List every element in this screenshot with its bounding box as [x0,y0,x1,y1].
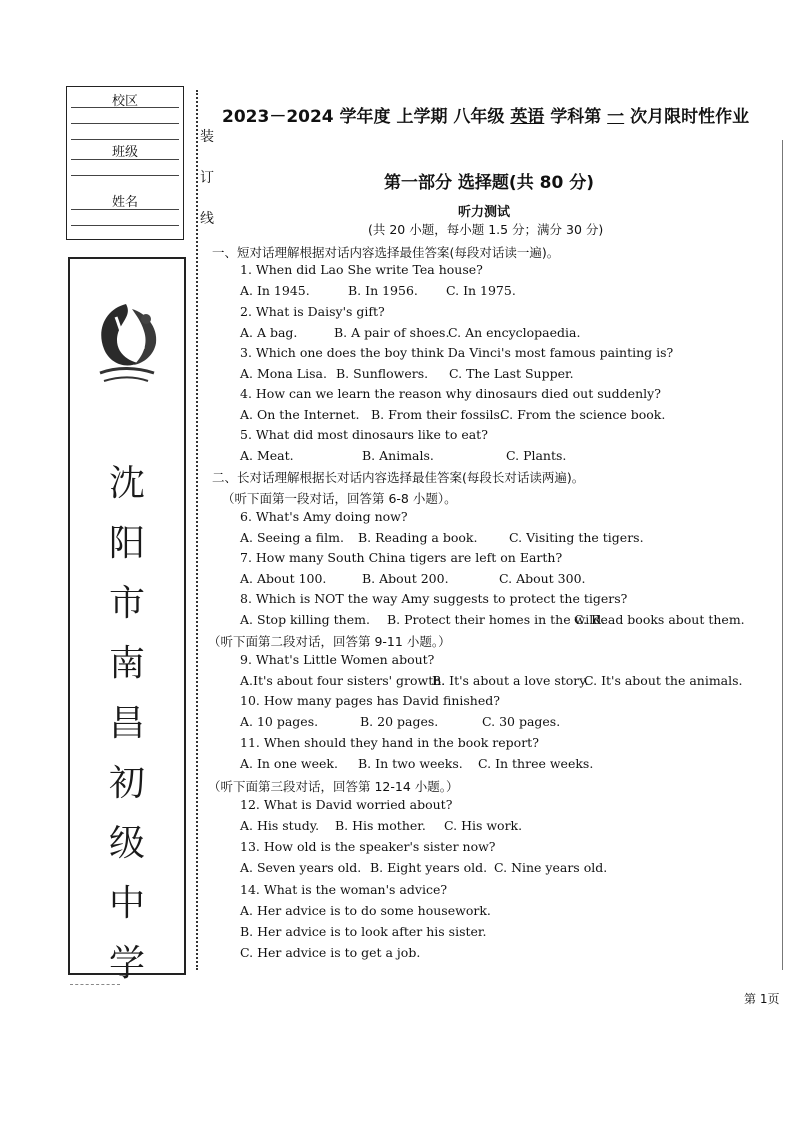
school-char: 阳 [108,523,145,564]
question-text: 3. Which one does the boy think Da Vinci's most famous painting is? [240,345,674,360]
listening-heading: 听力测试 [458,205,511,220]
divider [71,139,179,140]
school-char: 中 [108,883,145,924]
answer-option-b[interactable]: B. 20 pages. [360,714,439,729]
title-subject: 英语 [510,107,545,127]
answer-option-b[interactable]: B. It's about a love story. [432,673,589,688]
answer-option-c[interactable]: C. Plants. [506,448,567,463]
title-part: 2023－2024 学年度 上学期 八年级 [222,107,511,127]
answer-option-a[interactable]: A. On the Internet. [240,407,360,422]
answer-option-b[interactable]: B. Eight years old. [370,860,488,875]
question-text: 8. Which is NOT the way Amy suggests to protect the tigers? [240,591,628,606]
question-text: 7. How many South China tigers are left on Earth? [240,550,563,565]
answer-option-c[interactable]: C. In three weeks. [478,756,594,771]
school-char: 学 [108,943,145,984]
answer-option-b[interactable]: B. In two weeks. [358,756,463,771]
answer-option-c[interactable]: C. An encyclopaedia. [448,325,581,340]
part-heading: 二、长对话理解根据长对话内容选择最佳答案(每段长对话读两遍)。 [212,470,585,485]
answer-option-b[interactable]: B. In 1956. [348,283,418,298]
title-part: 次月限时性作业 [624,107,750,127]
page-number: 第 1页 [744,992,780,1006]
answer-option[interactable]: B. Her advice is to look after his sister. [240,924,487,939]
question-text: 11. When should they hand in the book report? [240,735,539,750]
answer-option-b[interactable]: B. From their fossils. [371,407,504,422]
title-number: 一 [607,107,625,127]
school-char: 南 [108,643,145,684]
binding-mark-3: 线 [200,211,214,227]
class-label: 班级 [111,145,138,160]
school-name-box [68,257,186,984]
answer-option-a[interactable]: A. 10 pages. [240,714,319,729]
answer-option-b[interactable]: B. His mother. [335,818,426,833]
question-text: 6. What's Amy doing now? [240,509,408,524]
title-part: 学科第 [544,107,608,127]
binding-line [196,90,198,970]
answer-option-a[interactable]: A. About 100. [240,571,327,586]
section-heading: 第一部分 选择题(共 80 分) [384,173,594,193]
answer-option-a[interactable]: A. Meat. [240,448,294,463]
answer-option-b[interactable]: B. Animals. [362,448,434,463]
question-text: 9. What's Little Women about? [240,652,435,667]
answer-option-a[interactable]: A. A bag. [240,325,298,340]
answer-option-c[interactable]: C. In 1975. [446,283,516,298]
segment-note: （听下面第一段对话，回答第 6-8 小题）。 [222,491,457,506]
segment-note: （听下面第三段对话，回答第 12-14 小题。） [208,779,459,794]
school-char: 昌 [108,703,145,744]
binding-mark-2: 订 [200,170,214,186]
segment-note: （听下面第二段对话，回答第 9-11 小题。） [208,634,451,649]
answer-option-c[interactable]: C. Nine years old. [494,860,608,875]
answer-option-b[interactable]: B. A pair of shoes. [334,325,450,340]
page-edge [782,140,783,970]
answer-option-a[interactable]: A. His study. [240,818,320,833]
answer-option-a[interactable]: A. Seven years old. [240,860,362,875]
answer-option-c[interactable]: C. From the science book. [500,407,666,422]
answer-option-b[interactable]: B. About 200. [362,571,449,586]
school-logo-icon [86,289,166,389]
campus-label: 校区 [111,94,138,109]
question-text: 10. How many pages has David finished? [240,693,500,708]
answer-option-a[interactable]: A. Stop killing them. [240,612,370,627]
answer-option-a[interactable]: A. In one week. [240,756,338,771]
campus-field[interactable] [71,107,179,108]
answer-option-c[interactable]: C. About 300. [499,571,586,586]
question-text: 13. How old is the speaker's sister now? [240,839,496,854]
binding-mark-1: 装 [200,129,214,145]
answer-option-a[interactable]: A.It's about four sisters' growth. [240,673,446,688]
answer-option-b[interactable]: B. Protect their homes in the wild. [387,612,606,627]
question-text: 2. What is Daisy's gift? [240,304,385,319]
divider [71,123,179,124]
school-char: 市 [108,583,145,624]
answer-option-c[interactable]: C. Read books about them. [574,612,745,627]
answer-option[interactable]: A. Her advice is to do some housework. [240,903,491,918]
name-field[interactable] [71,209,179,210]
question-text: 14. What is the woman's advice? [240,882,448,897]
question-text: 4. How can we learn the reason why dinosaurs died out suddenly? [240,386,661,401]
page-title [222,102,749,127]
answer-option-c[interactable]: C. It's about the animals. [584,673,743,688]
answer-option-c[interactable]: C. 30 pages. [482,714,561,729]
answer-option-b[interactable]: B. Reading a book. [358,530,478,545]
question-text: 1. When did Lao She write Tea house? [240,262,483,277]
student-info-box [66,86,184,240]
answer-option-a[interactable]: A. In 1945. [240,283,310,298]
divider [71,225,179,226]
class-field[interactable] [71,159,179,160]
answer-option-c[interactable]: C. His work. [444,818,523,833]
question-text: 5. What did most dinosaurs like to eat? [240,427,488,442]
school-char: 级 [108,823,145,864]
answer-option-c[interactable]: C. The Last Supper. [449,366,574,381]
school-char: 初 [108,763,145,804]
name-label: 姓名 [111,195,138,210]
listening-note: (共 20 小题，每小题 1.5 分；满分 30 分) [368,222,604,237]
answer-option[interactable]: C. Her advice is to get a job. [240,945,421,960]
question-text: 12. What is David worried about? [240,797,453,812]
answer-option-a[interactable]: A. Seeing a film. [240,530,344,545]
answer-option-a[interactable]: A. Mona Lisa. [240,366,327,381]
answer-option-b[interactable]: B. Sunflowers. [336,366,429,381]
part-heading: 一、短对话理解根据对话内容选择最佳答案(每段对话读一遍)。 [212,245,560,260]
answer-option-c[interactable]: C. Visiting the tigers. [509,530,644,545]
school-char: 沈 [108,463,145,504]
divider [70,984,120,985]
